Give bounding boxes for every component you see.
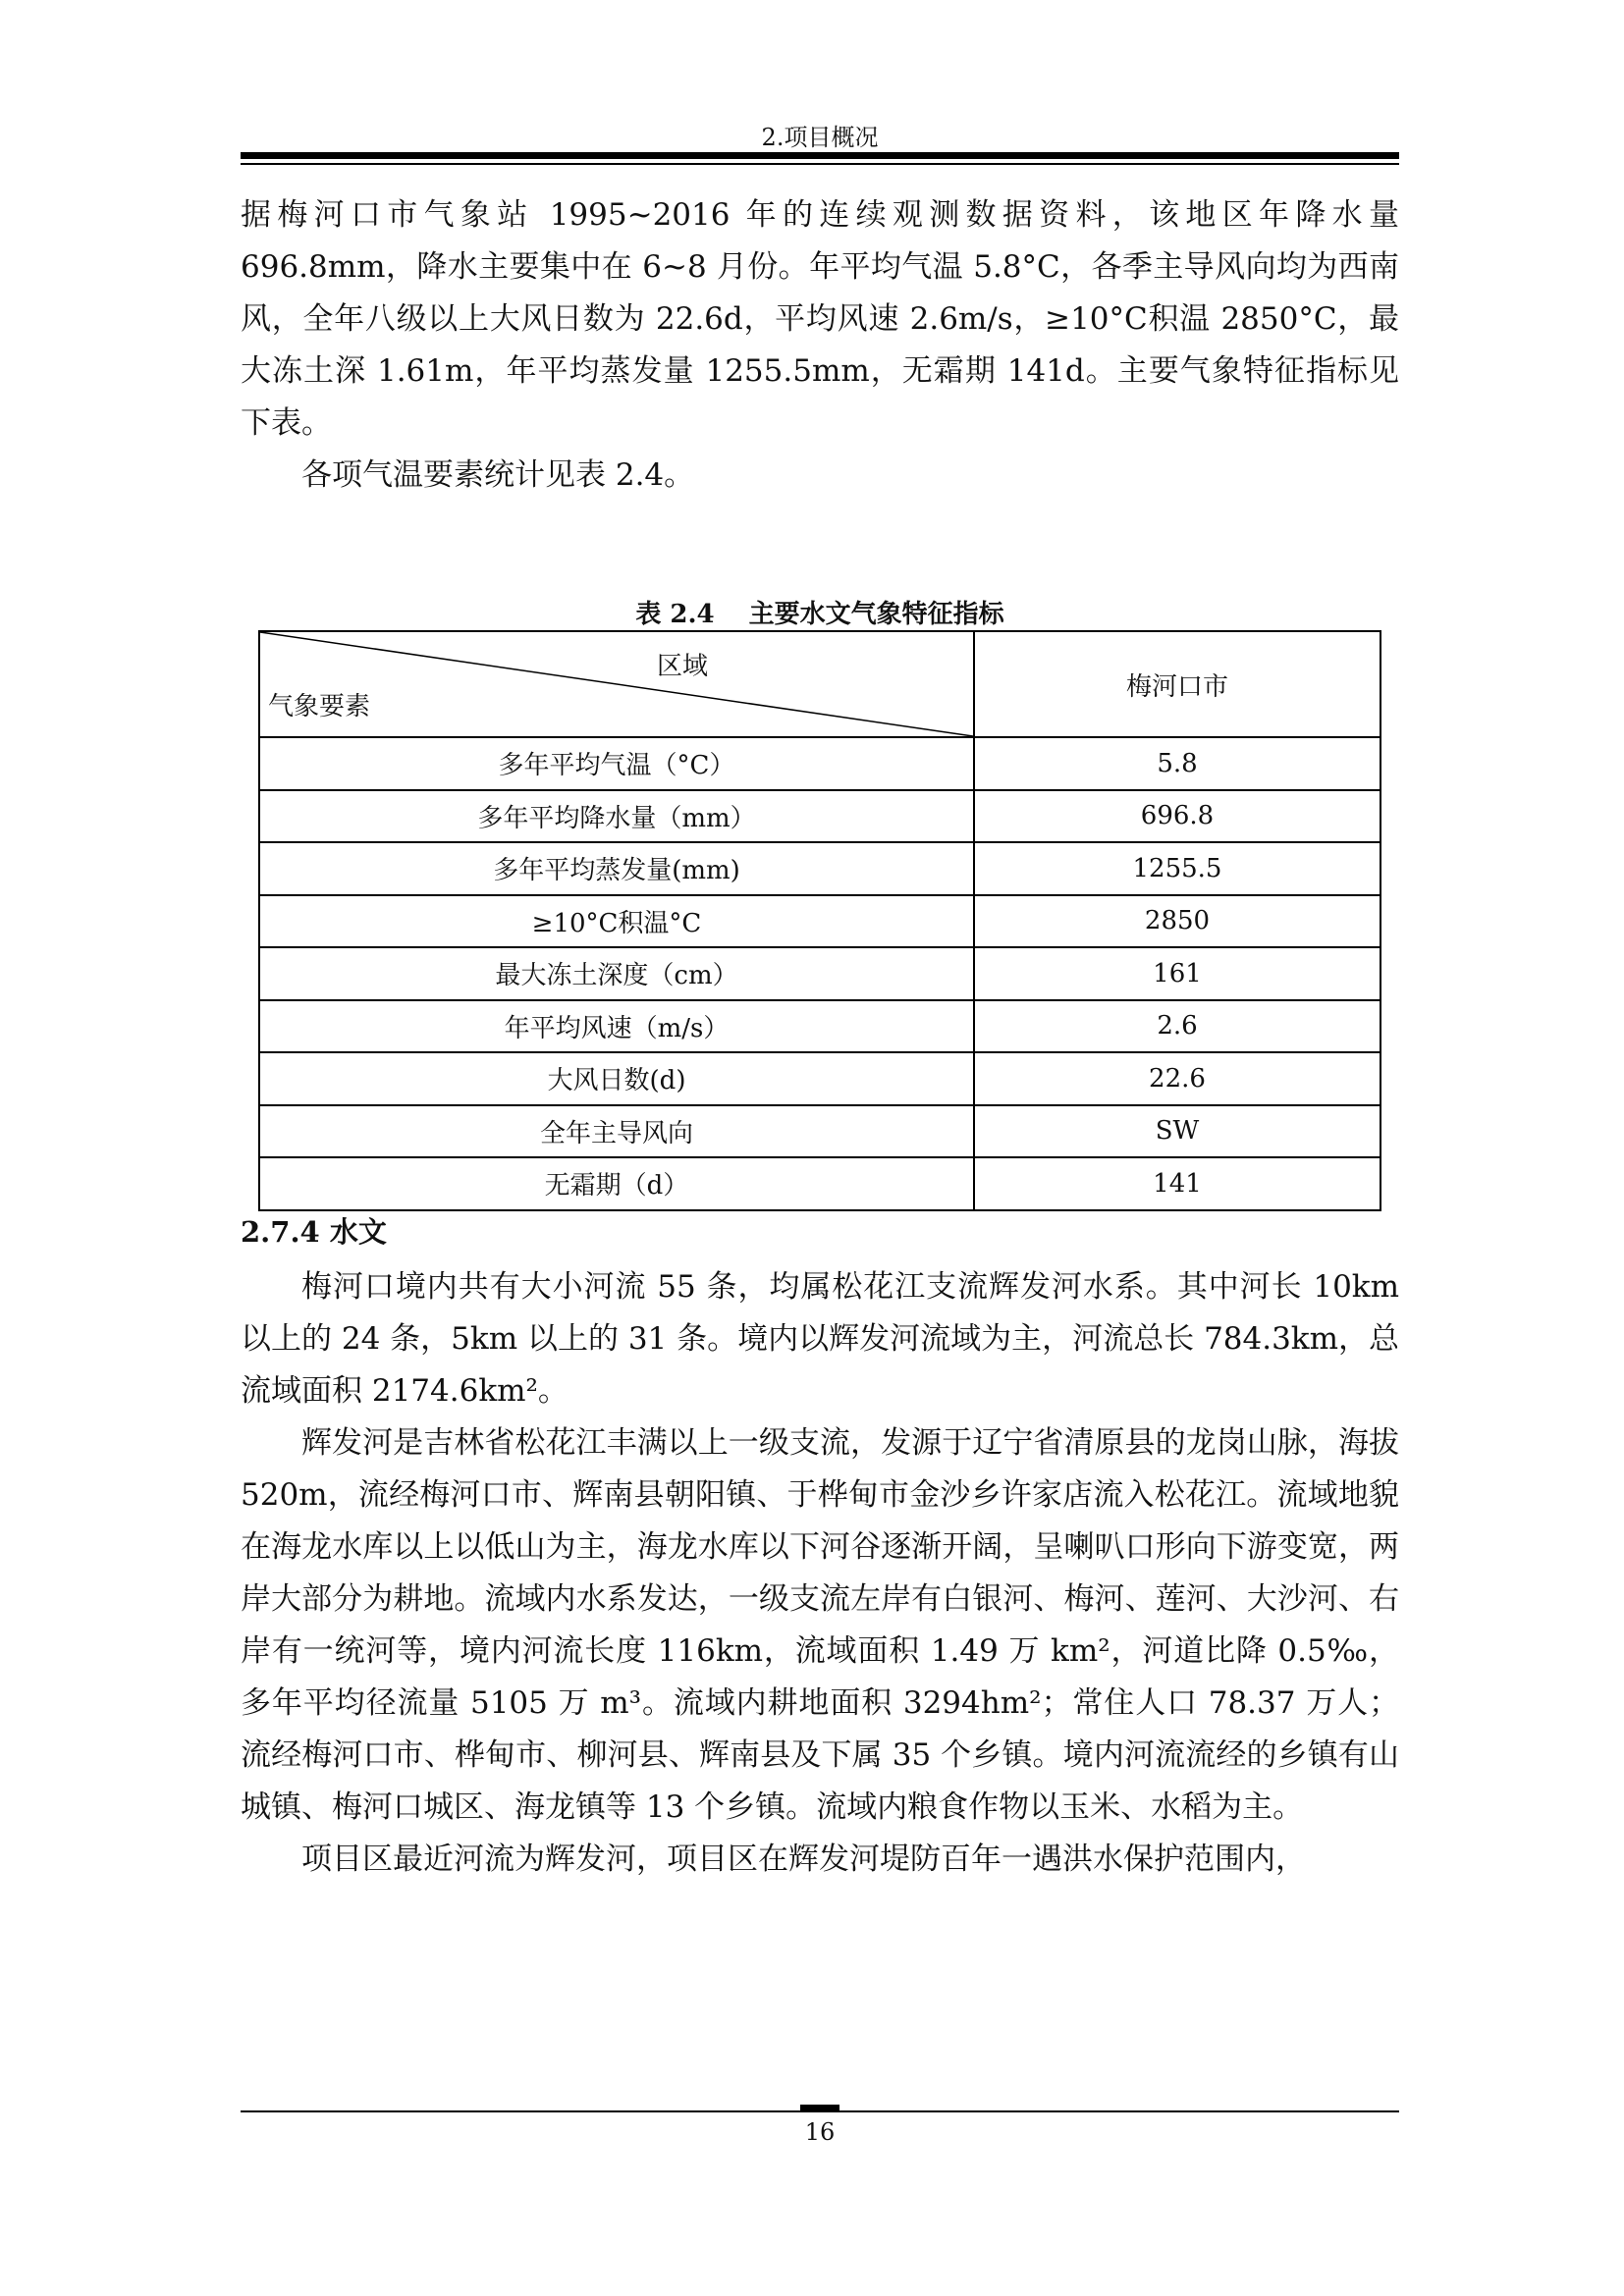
header-rule-thick — [241, 152, 1399, 159]
row-item: 全年主导风向 — [259, 1105, 974, 1158]
row-value: 1255.5 — [974, 842, 1380, 895]
row-value: 2.6 — [974, 1000, 1380, 1053]
row-item: 大风日数(d) — [259, 1052, 974, 1105]
row-item: 最大冻土深度（cm） — [259, 947, 974, 1000]
row-item: 无霜期（d） — [259, 1157, 974, 1210]
paragraph: 据梅河口市气象站 1995~2016 年的连续观测数据资料，该地区年降水量 696.8mm，降水主要集中在 6~8 月份。年平均气温 5.8°C，各季主导风向均为西南风，全年八级以上大风日数为 22.6d，平均风速 2.6m/s，≥10°C积温 2850°C，最大冻土深 1.61m，年平均蒸发量 1255.5mm，无霜期 141d。主要气象特征指标见下表。 — [241, 197, 1399, 441]
row-value: 5.8 — [974, 737, 1380, 790]
row-value: 141 — [974, 1157, 1380, 1210]
table-row — [259, 1052, 1380, 1105]
footer-rule — [241, 2110, 1399, 2112]
table-caption: 表 2.4 主要水文气象特征指标 — [635, 600, 1004, 629]
table-row — [259, 842, 1380, 895]
section-heading: 2.7.4 水文 — [241, 1215, 387, 1249]
row-item: 多年平均气温（°C） — [259, 737, 974, 790]
paragraph: 辉发河是吉林省松花江丰满以上一级支流，发源于辽宁省清原县的龙岗山脉，海拔 520m，流经梅河口市、辉南县朝阳镇、于桦甸市金沙乡许家店流入松花江。流域地貌在海龙水库以上以低山为主，海龙水库以下河谷逐渐开阔，呈喇叭口形向下游变宽，两岸大部分为耕地。流域内水系发达，一级支流左岸有白银河、梅河、莲河、大沙河、右岸有一统河等，境内河流长度 116km，流域面积 1.49 万 km²，河道比降 0.5‰，多年平均径流量 5105 万 m³。流域内耕地面积 3294hm²；常住人口 78.37 万人；流经梅河口市、桦甸市、柳河县、辉南县及下属 35 个乡镇。境内河流流经的乡镇有山城镇、梅河口城区、海龙镇等 13 个乡镇。流域内粮食作物以玉米、水稻为主。 — [241, 1425, 1399, 1825]
row-item: ≥10°C积温°C — [259, 895, 974, 948]
header-section-title: 2.项目概况 — [761, 124, 879, 151]
body-text-top — [241, 189, 1399, 502]
table-row — [259, 737, 1380, 790]
paragraph: 各项气温要素统计见表 2.4。 — [301, 457, 695, 493]
header-element-label: 气象要素 — [268, 692, 371, 721]
row-value: 161 — [974, 947, 1380, 1000]
paragraph: 梅河口境内共有大小河流 55 条，均属松花江支流辉发河水系。其中河长 10km 以上的 24 条，5km 以上的 31 条。境内以辉发河流域为主，河流总长 784.3km，总流域面积 2174.6km²。 — [241, 1269, 1399, 1409]
header-rule-thin — [241, 163, 1399, 165]
row-value: 696.8 — [974, 790, 1380, 843]
row-value: 22.6 — [974, 1052, 1380, 1105]
row-value: 2850 — [974, 895, 1380, 948]
row-item: 年平均风速（m/s） — [259, 1000, 974, 1053]
meteorology-table — [258, 630, 1381, 1211]
table-row — [259, 790, 1380, 843]
table-row — [259, 1105, 1380, 1158]
header-column-label: 梅河口市 — [974, 631, 1380, 737]
table-diagonal-header-cell — [259, 631, 974, 737]
table-header-row — [259, 631, 1380, 737]
table-row — [259, 895, 1380, 948]
row-item: 多年平均降水量（mm） — [259, 790, 974, 843]
header-region-label: 区域 — [656, 652, 708, 681]
paragraph: 项目区最近河流为辉发河，项目区在辉发河堤防百年一遇洪水保护范围内， — [301, 1842, 1306, 1877]
body-text-bottom — [241, 1261, 1399, 1886]
table-row — [259, 1157, 1380, 1210]
page-number: 16 — [804, 2118, 836, 2146]
table-row — [259, 947, 1380, 1000]
row-value: SW — [974, 1105, 1380, 1158]
row-item: 多年平均蒸发量(mm) — [259, 842, 974, 895]
table-row — [259, 1000, 1380, 1053]
